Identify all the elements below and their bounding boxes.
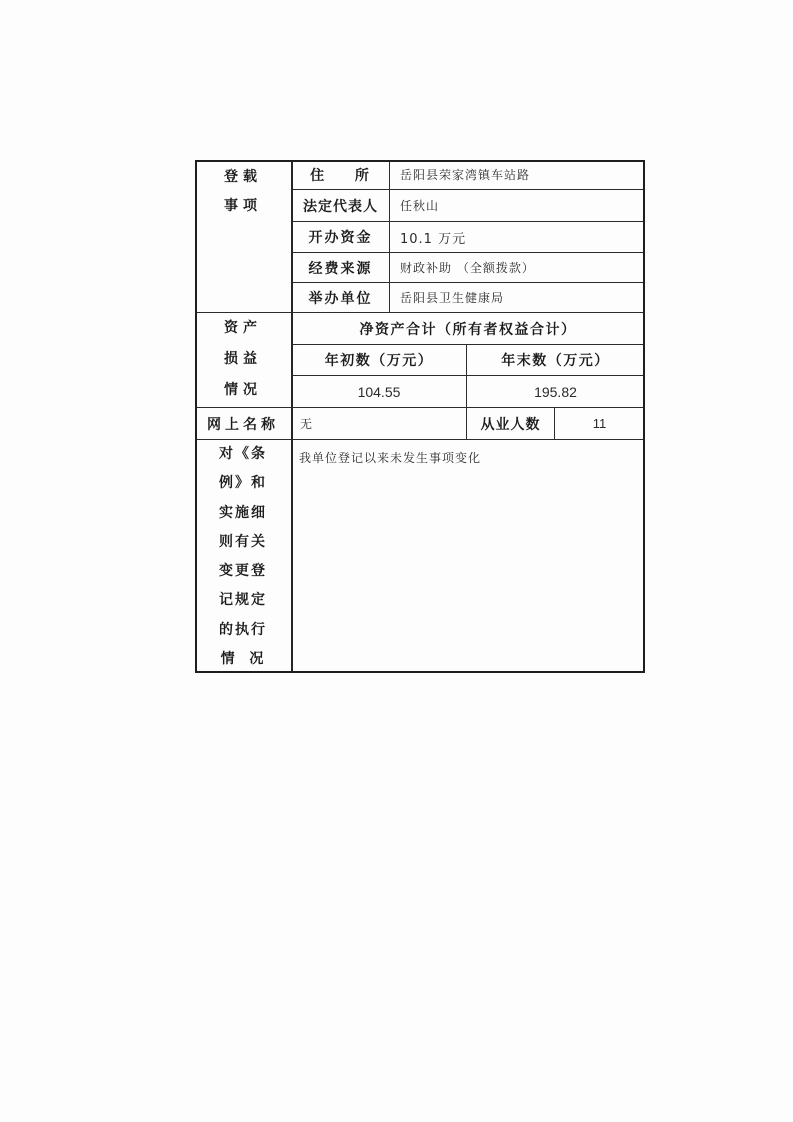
staff-count-label: 从业人数 xyxy=(467,408,555,440)
compliance-label-line: 对《条 xyxy=(219,446,267,462)
registration-table xyxy=(195,160,645,673)
online-name-value: 无 xyxy=(292,408,467,440)
compliance-label-line: 的执行 xyxy=(219,621,267,638)
beginning-balance-value: 104.55 xyxy=(292,376,467,408)
compliance-label-line: 则有关 xyxy=(219,533,267,550)
online-name-label: 网上名称 xyxy=(195,408,292,440)
address-label: 住 所 xyxy=(292,160,390,190)
compliance-label-line: 记规定 xyxy=(219,592,267,609)
compliance-value: 我单位登记以来未发生事项变化 xyxy=(292,440,645,673)
registration-section-label-line: 登载 xyxy=(224,169,262,185)
ending-balance-value: 195.82 xyxy=(467,376,645,408)
legal-representative-label: 法定代表人 xyxy=(292,190,390,222)
beginning-balance-label: 年初数（万元） xyxy=(292,345,467,376)
compliance-section-label xyxy=(195,440,292,673)
staff-count-value: 11 xyxy=(555,408,645,440)
registration-section-label-line: 事项 xyxy=(224,198,262,214)
assets-section-label xyxy=(195,313,292,408)
start-up-capital-label: 开办资金 xyxy=(292,222,390,253)
assets-section-label-line: 情况 xyxy=(224,382,262,398)
sponsor-unit-value: 岳阳县卫生健康局 xyxy=(390,283,645,313)
assets-section-label-line: 损益 xyxy=(224,351,262,367)
address-value: 岳阳县荣家湾镇车站路 xyxy=(390,160,645,190)
registration-section-label xyxy=(195,160,292,313)
funding-source-label: 经费来源 xyxy=(292,253,390,283)
sponsor-unit-label: 举办单位 xyxy=(292,283,390,313)
funding-source-value: 财政补助 （全额拨款） xyxy=(390,253,645,283)
compliance-label-line: 变更登 xyxy=(219,563,267,580)
compliance-label-line: 实施细 xyxy=(219,504,267,521)
assets-section-label-line: 资产 xyxy=(224,320,262,336)
legal-representative-value: 任秋山 xyxy=(390,190,645,222)
net-assets-header: 净资产合计（所有者权益合计） xyxy=(292,313,645,345)
start-up-capital-value: 10.1 万元 xyxy=(390,222,645,253)
compliance-label-line: 例》和 xyxy=(219,475,267,492)
ending-balance-label: 年末数（万元） xyxy=(467,345,645,376)
compliance-label-line: 情 况 xyxy=(220,651,266,668)
